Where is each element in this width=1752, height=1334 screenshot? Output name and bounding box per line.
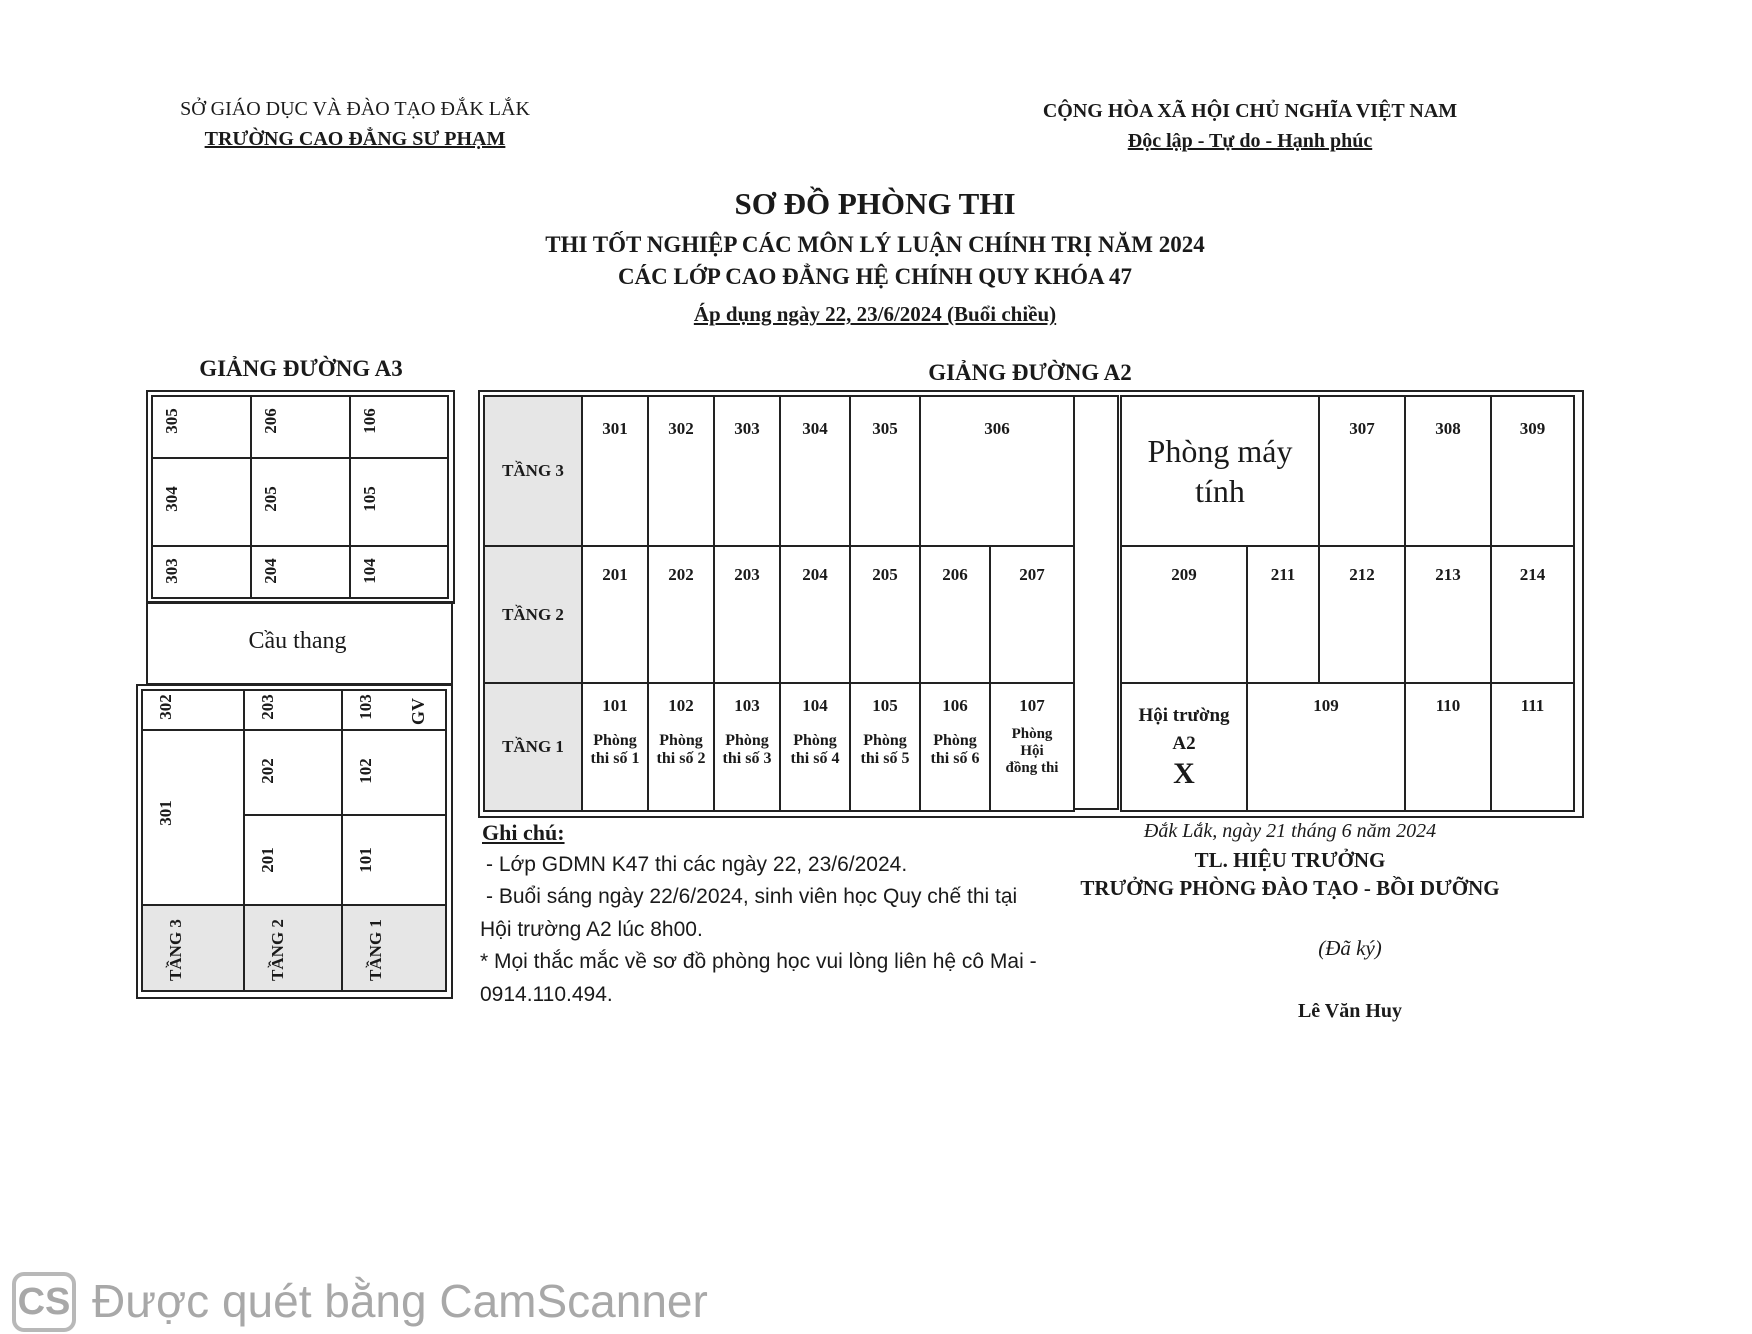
a2-room-106-lbl: Phòng (933, 732, 977, 749)
a2-room-111: 111 (1491, 683, 1574, 811)
a2-computer-room (1121, 396, 1319, 546)
motto (1000, 130, 1500, 153)
a2-room-302: 302 (648, 396, 714, 546)
a3-room-101: 101 (342, 815, 446, 905)
a3-room-301: 301 (142, 730, 244, 905)
a3-room-206: 206 (251, 396, 350, 458)
a2-room-102-lbl: Phòng (659, 732, 703, 749)
a2-room-209: 209 (1121, 546, 1247, 683)
a2-room-102-num: 102 (668, 696, 694, 715)
camscanner-logo: CS (12, 1272, 76, 1332)
a3-title: GIẢNG ĐƯỜNG A3 (199, 356, 403, 381)
a3-floor-3: TẦNG 3 (142, 905, 244, 991)
a2-hall (1121, 683, 1247, 811)
sign-date: Đắk Lắk, ngày 21 tháng 6 năm 2024 (1143, 820, 1437, 842)
a2-room-106-num: 106 (942, 696, 968, 715)
a2-corridor (1073, 395, 1119, 810)
a2-room-305: 305 (850, 396, 920, 546)
a2-room-102 (648, 683, 714, 811)
a3-room-103: 103 GV (342, 690, 446, 730)
a2-room-106-lbl2: thi số 6 (930, 750, 980, 767)
a3-room-304: 304 (152, 458, 251, 546)
a2-room-213: 213 (1405, 546, 1491, 683)
a3-room-303: 303 (152, 546, 251, 598)
camscanner-text: Được quét bằng CamScanner (92, 1275, 708, 1327)
a2-room-103 (714, 683, 780, 811)
department-name: SỞ GIÁO DỤC VÀ ĐÀO TẠO ĐẮK LẮK (180, 98, 530, 120)
a2-room-107-lbl3: đồng thi (1005, 760, 1059, 776)
a2-room-106 (920, 683, 990, 811)
a2-room-212: 212 (1319, 546, 1405, 683)
a3-room-102: 102 (342, 730, 446, 815)
sign-line-2: TRƯỞNG PHÒNG ĐÀO TẠO - BỒI DƯỠNG (1080, 876, 1500, 900)
a2-room-107 (990, 683, 1074, 811)
a3-room-302: 302 (142, 690, 244, 730)
note-line-4: * Mọi thắc mắc về sơ đồ phòng học vui lòng liên hệ cô Mai - (480, 950, 1037, 973)
a2-floor-3-label: TẦNG 3 (484, 396, 582, 546)
a2-floor-2-label: TẦNG 2 (484, 546, 582, 683)
a3-room-106: 106 (350, 396, 448, 458)
a2-room-105-num: 105 (872, 696, 898, 715)
a3-room-202: 202 (244, 730, 342, 815)
a2-room-101-lbl: Phòng (593, 732, 637, 749)
a2-room-308: 308 (1405, 396, 1491, 546)
a3-floor-2: TẦNG 2 (244, 905, 342, 991)
a2-room-205: 205 (850, 546, 920, 683)
a3-room-203: 203 (244, 690, 342, 730)
a2-room-202: 202 (648, 546, 714, 683)
sign-signed: (Đã ký) (1318, 936, 1382, 960)
subtitle-3-text: Áp dụng ngày 22, 23/6/2024 (Buổi chiều) (693, 302, 1057, 326)
a2-room-103-lbl2: thi số 3 (722, 750, 772, 767)
a2-room-107-lbl2: Hội (1020, 743, 1044, 759)
a2-room-103-num: 103 (734, 696, 760, 715)
a2-computer-room-line2: tính (1195, 473, 1245, 509)
a2-room-203: 203 (714, 546, 780, 683)
notes-heading: Ghi chú: (482, 820, 565, 845)
a2-room-109: 109 (1247, 683, 1405, 811)
a2-room-105 (850, 683, 920, 811)
a2-room-301: 301 (582, 396, 648, 546)
school-name (140, 128, 570, 151)
a2-room-105-lbl2: thi số 5 (860, 750, 910, 767)
note-line-5: 0914.110.494. (480, 983, 613, 1006)
a3-room-201: 201 (244, 815, 342, 905)
a3-room-105: 105 (350, 458, 448, 546)
subtitle-3 (400, 302, 1350, 327)
sign-line-1: TL. HIỆU TRƯỞNG (1194, 848, 1386, 872)
a2-room-303: 303 (714, 396, 780, 546)
note-line-1: - Lớp GDMN K47 thi các ngày 22, 23/6/2024. (486, 853, 908, 876)
a2-room-304: 304 (780, 396, 850, 546)
a2-room-211: 211 (1247, 546, 1319, 683)
a2-hall-mark: X (1173, 757, 1195, 790)
a2-room-207: 207 (990, 546, 1074, 683)
school-name-text: TRƯỜNG CAO ĐẲNG SƯ PHẠM (204, 128, 506, 150)
a3-room-305: 305 (152, 396, 251, 458)
sign-name: Lê Văn Huy (1297, 1000, 1403, 1022)
a2-hall-line2: A2 (1172, 733, 1196, 754)
a2-room-107-lbl: Phòng (1011, 726, 1053, 742)
a2-left-grid (483, 395, 1075, 812)
a2-room-307: 307 (1319, 396, 1405, 546)
a3-bottom-grid (141, 689, 447, 992)
a2-room-204: 204 (780, 546, 850, 683)
a3-room-104: 104 (350, 546, 448, 598)
a2-title: GIẢNG ĐƯỜNG A2 (928, 360, 1132, 385)
a2-room-103-lbl: Phòng (725, 732, 769, 749)
page-title: SƠ ĐỒ PHÒNG THI (734, 186, 1016, 221)
a2-room-104-lbl2: thi số 4 (790, 750, 840, 767)
a2-room-101-num: 101 (602, 696, 628, 715)
a2-room-104 (780, 683, 850, 811)
a2-right-grid (1120, 395, 1575, 812)
a3-stairs-label: Cầu thang (248, 628, 347, 654)
a2-room-214: 214 (1491, 546, 1574, 683)
a3-floor-1: TẦNG 1 (342, 905, 446, 991)
a2-room-201: 201 (582, 546, 648, 683)
a2-room-309: 309 (1491, 396, 1574, 546)
a2-room-102-lbl2: thi số 2 (656, 750, 706, 767)
note-line-2: - Buổi sáng ngày 22/6/2024, sinh viên học Quy chế thi tại (486, 885, 1018, 908)
a3-room-204: 204 (251, 546, 350, 598)
a2-room-104-lbl: Phòng (793, 732, 837, 749)
subtitle-1: THI TỐT NGHIỆP CÁC MÔN LÝ LUẬN CHÍNH TRỊ NĂM 2024 (545, 232, 1205, 257)
a2-room-104-num: 104 (802, 696, 828, 715)
a2-computer-room-line1: Phòng máy (1147, 433, 1293, 469)
note-line-3: Hội trường A2 lúc 8h00. (480, 918, 703, 941)
a2-room-306: 306 (920, 396, 1074, 546)
a2-floor-1-label: TẦNG 1 (484, 683, 582, 811)
a3-gv-label: GV (408, 698, 428, 725)
a3-room-205: 205 (251, 458, 350, 546)
a2-room-101-lbl2: thi số 1 (590, 750, 640, 767)
a2-hall-line1: Hội trường (1138, 705, 1230, 726)
a3-top-grid (151, 395, 449, 599)
a2-room-110: 110 (1405, 683, 1491, 811)
country-name: CỘNG HÒA XÃ HỘI CHỦ NGHĨA VIỆT NAM (1042, 100, 1458, 122)
a2-room-105-lbl: Phòng (863, 732, 907, 749)
a2-room-107-num: 107 (1019, 696, 1045, 715)
a2-room-206: 206 (920, 546, 990, 683)
motto-text: Độc lập - Tự do - Hạnh phúc (1127, 130, 1373, 152)
a2-room-101 (582, 683, 648, 811)
subtitle-2: CÁC LỚP CAO ĐẲNG HỆ CHÍNH QUY KHÓA 47 (617, 264, 1133, 289)
